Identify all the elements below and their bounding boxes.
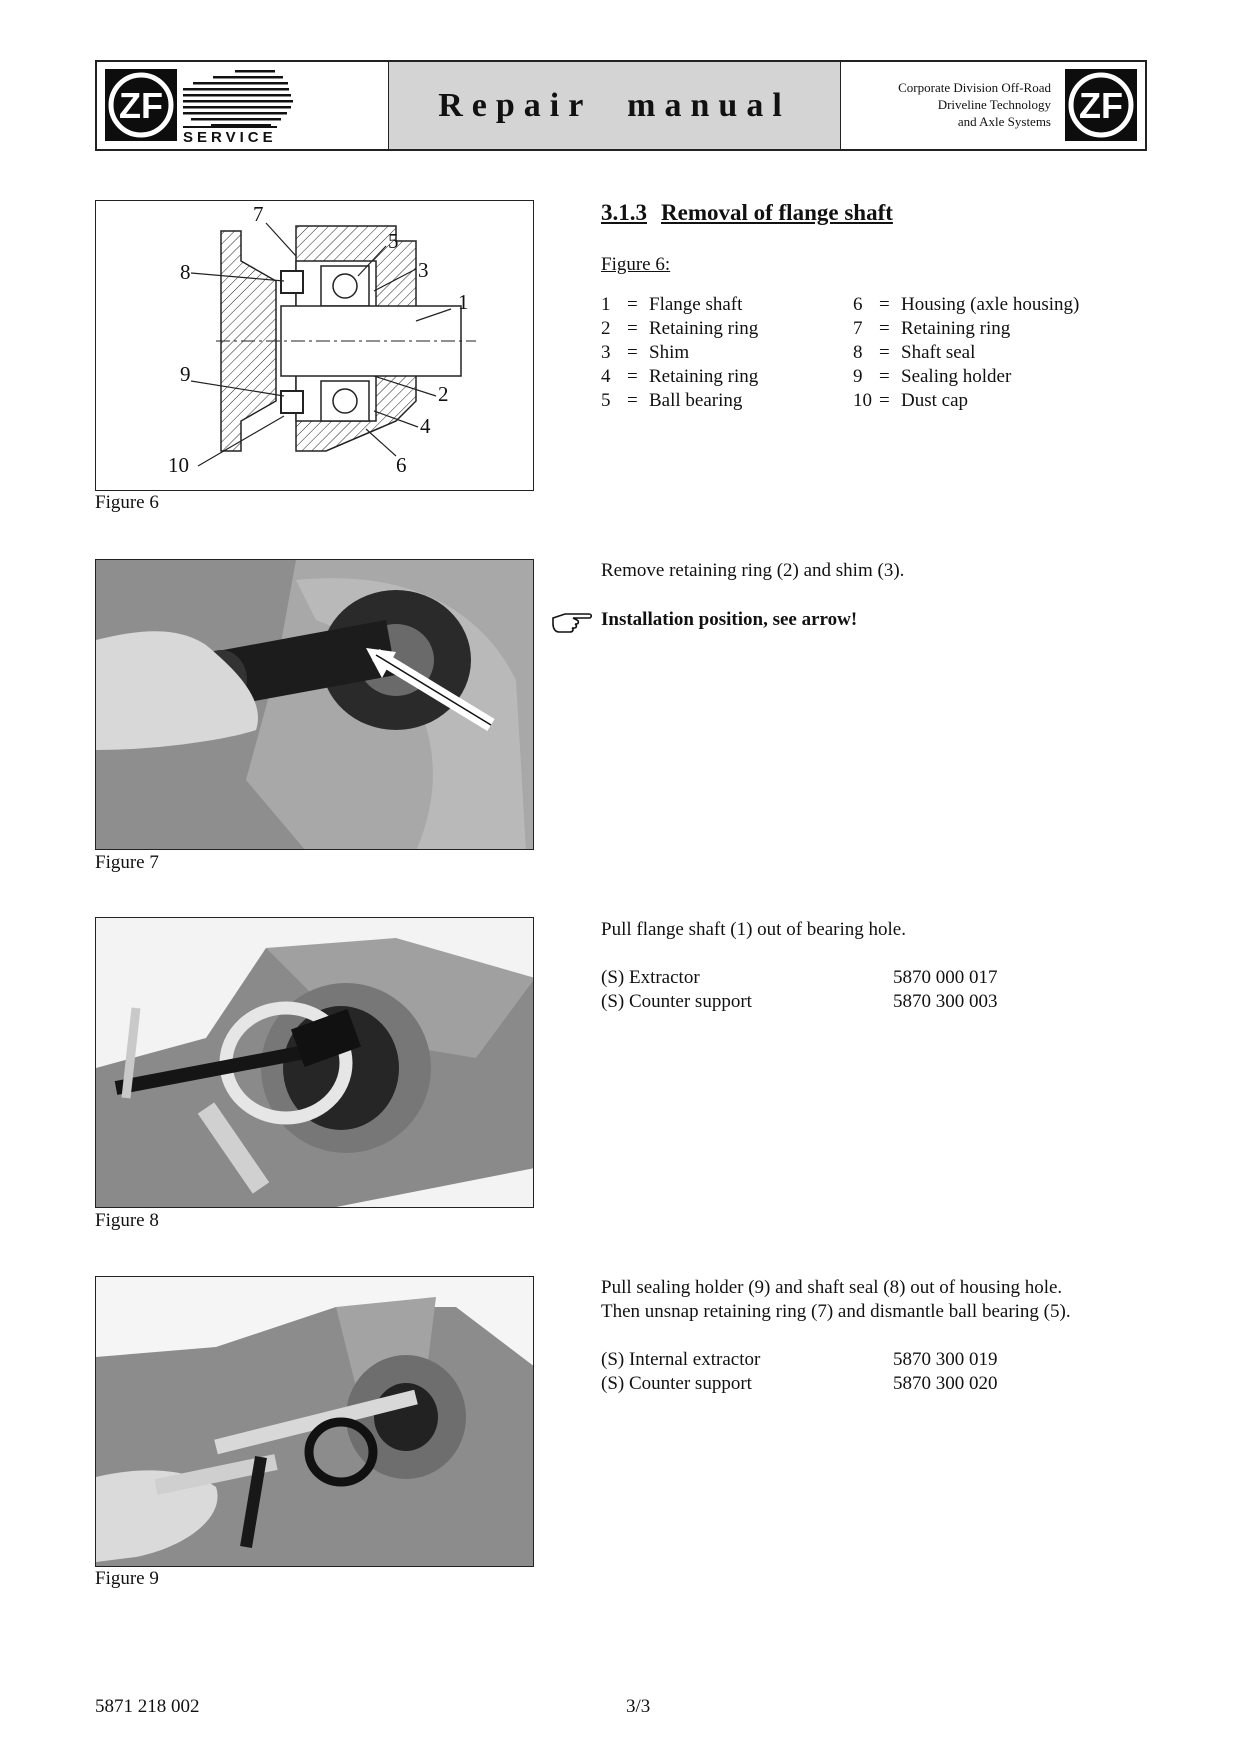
callout-8: 8 <box>180 260 191 284</box>
figure-6-caption: Figure 6 <box>95 492 159 513</box>
figure-6-diagram <box>95 200 534 491</box>
figure-8-photo <box>95 917 534 1208</box>
division-text: Corporate Division Off-Road Driveline Technology and Axle Systems <box>898 80 1051 129</box>
tool-row: (S) Internal extractor 5870 300 019 <box>601 1349 998 1370</box>
legend-right <box>853 293 1079 413</box>
legend-item: 3 = Shim <box>601 342 690 363</box>
tool-row: (S) Counter support 5870 300 003 <box>601 991 998 1012</box>
callout-7: 7 <box>253 202 264 226</box>
installation-note: Installation position, see arrow! <box>601 609 858 630</box>
page-number: 3/3 <box>626 1696 651 1717</box>
callout-5: 5 <box>388 229 399 253</box>
page-title: Repair manual <box>438 86 791 124</box>
figure-9-tools <box>601 1348 998 1396</box>
pointing-hand-icon <box>549 608 593 634</box>
figure-8-instruction: Pull flange shaft (1) out of bearing hole. <box>601 919 906 940</box>
callout-2: 2 <box>438 382 449 406</box>
zf-logo-icon <box>105 69 177 141</box>
callout-1: 1 <box>458 290 469 314</box>
figure-7-photo <box>95 559 534 850</box>
legend-item: 5 = Ball bearing <box>601 390 743 411</box>
logo-stripes-icon <box>183 70 293 128</box>
legend-item: 1 = Flange shaft <box>601 294 743 315</box>
callout-10: 10 <box>168 453 189 477</box>
svg-text:ZF: ZF <box>1079 85 1123 126</box>
header-title-cell <box>389 62 841 149</box>
legend-item: 7 = Retaining ring <box>853 318 1011 339</box>
legend-item: 4 = Retaining ring <box>601 366 759 387</box>
svg-text:ZF: ZF <box>119 85 163 126</box>
legend-item: 8 = Shaft seal <box>853 342 976 363</box>
callout-9: 9 <box>180 362 191 386</box>
legend-item: 2 = Retaining ring <box>601 318 759 339</box>
page-header <box>95 60 1147 151</box>
figure-8-tools <box>601 966 998 1014</box>
figure-9-photo <box>95 1276 534 1567</box>
figure-9-instruction: Pull sealing holder (9) and shaft seal (8) out of housing hole. Then unsnap retaining ring (7) and dismantle ball bearing (5). <box>601 1277 1071 1322</box>
zf-service-logo <box>97 62 389 149</box>
service-label: SERVICE <box>183 126 277 146</box>
figure-7-caption: Figure 7 <box>95 852 159 873</box>
tool-row: (S) Extractor 5870 000 017 <box>601 967 998 988</box>
figure-9-caption: Figure 9 <box>95 1568 159 1589</box>
figure-6-reference: Figure 6: <box>601 254 671 275</box>
figure-7-instruction: Remove retaining ring (2) and shim (3). <box>601 560 905 581</box>
figure-8-caption: Figure 8 <box>95 1210 159 1231</box>
legend-left <box>601 293 758 413</box>
callout-3: 3 <box>418 258 429 282</box>
tool-row: (S) Counter support 5870 300 020 <box>601 1373 998 1394</box>
legend-item: 10 = Dust cap <box>853 390 969 411</box>
callout-6: 6 <box>396 453 407 477</box>
doc-number: 5871 218 002 <box>95 1696 200 1717</box>
legend-item: 9 = Sealing holder <box>853 366 1012 387</box>
legend-item: 6 = Housing (axle housing) <box>853 294 1080 315</box>
callout-4: 4 <box>420 414 431 438</box>
division-cell <box>841 62 1145 149</box>
zf-logo-icon <box>1065 69 1137 141</box>
section-heading: 3.1.3 Removal of flange shaft <box>601 200 893 225</box>
